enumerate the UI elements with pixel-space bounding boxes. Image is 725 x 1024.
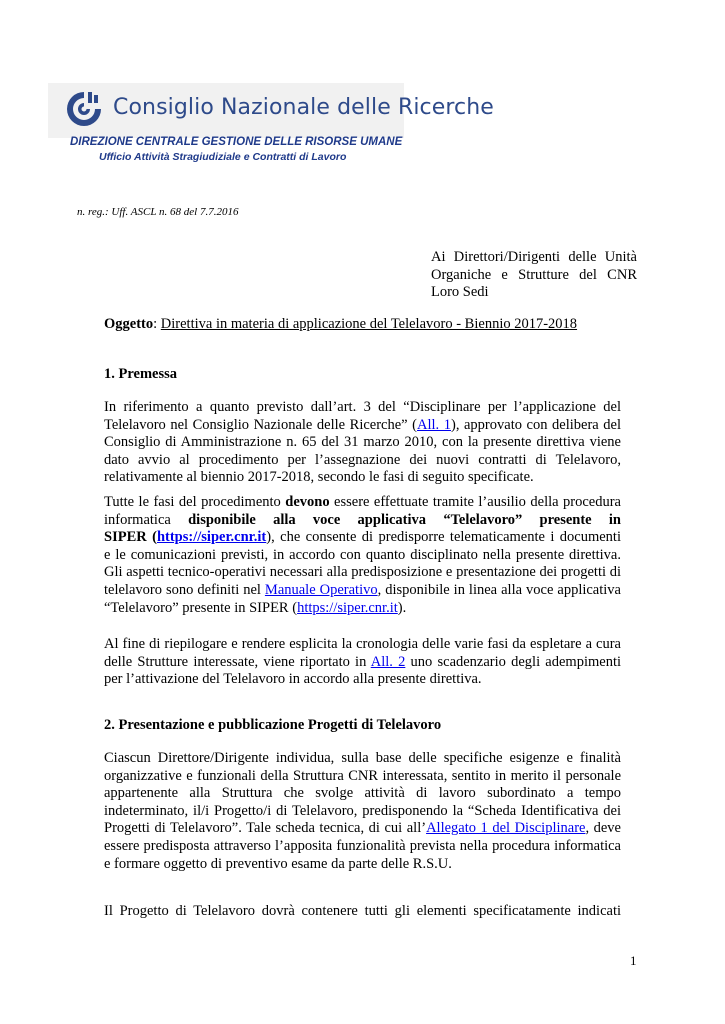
page-number: 1	[630, 953, 637, 968]
organization-name: Consiglio Nazionale delle Ricerche	[113, 95, 494, 120]
paragraph-premessa-2: Tutte le fasi del procedimento devono essere effettuate tramite l’ausilio della procedura informatica disponibile alla voce applicativa “Telelavoro” presente in SIPER (https://siper.cnr.it), che consente di predisporre telematicamente i documenti e le comunicazioni previsti, in accordo con quanto disciplinato nella presente direttiva. Gli aspetti tecnico-operativi necessari alla predisposizione e presentazione dei progetti di telelavoro sono definiti nel Manuale Operativo, disponibile in linea alla voce applicativa “Telelavoro” presente in SIPER (https://siper.cnr.it).	[104, 494, 621, 616]
addressee-line: Ai Direttori/Dirigenti delle Unità	[431, 249, 637, 265]
office-name: Ufficio Attività Stragiudiziale e Contratti di Lavoro	[99, 151, 347, 163]
registration-reference: n. reg.: Uff. ASCL n. 68 del 7.7.2016	[77, 206, 239, 218]
siper-link-2[interactable]: https://siper.cnr.it	[297, 599, 398, 616]
cnr-logo-icon	[64, 89, 104, 129]
subject-text: Direttiva in materia di applicazione del Telelavoro - Biennio 2017-2018	[160, 316, 578, 332]
section-2-heading: 2. Presentazione e pubblicazione Progetti di Telelavoro	[104, 717, 442, 733]
addressee-block	[431, 249, 637, 302]
section-1-heading: 1. Premessa	[104, 366, 178, 382]
addressee-line: Organiche e Strutture del CNR	[431, 266, 637, 283]
operating-manual-link[interactable]: Manuale Operativo	[264, 581, 378, 598]
paragraph-premessa-3: Al fine di riepilogare e rendere esplicita la cronologia delle varie fasi da espletare a cura delle Strutture interessate, viene riportato in All. 2 uno scadenzario degli adempimenti per l’attivazione del Telelavoro in accordo alla presente direttiva.	[104, 636, 621, 688]
department-name: DIREZIONE CENTRALE GESTIONE DELLE RISORSE UMANE	[70, 136, 403, 148]
addressee-line: Loro Sedi	[431, 284, 489, 300]
attachment-1-link[interactable]: All. 1	[417, 416, 451, 433]
subject-label: Oggetto	[104, 316, 154, 332]
attachment-2-link[interactable]: All. 2	[370, 653, 406, 670]
paragraph-premessa-1: In riferimento a quanto previsto dall’art. 3 del “Disciplinare per l’applicazione del Telelavoro nel Consiglio Nazionale delle Ricerche” (All. 1), approvato con delibera del Consiglio di Amministrazione n. 65 del 31 marzo 2010, con la presente direttiva viene dato avvio al procedimento per l’assegnazione dei nuovi contratti di Telelavoro, relativamente al biennio 2017-2018, secondo le fasi di seguito specificate.	[104, 399, 622, 486]
paragraph-presentazione-2: Il Progetto di Telelavoro dovrà contenere tutti gli elementi specificatamente indicati	[104, 903, 621, 919]
subject-line: Oggetto: Direttiva in materia di applicazione del Telelavoro - Biennio 2017-2018	[104, 316, 578, 332]
siper-link[interactable]: https://siper.cnr.it	[156, 529, 267, 546]
disciplinare-annex-link[interactable]: Allegato 1 del Disciplinare	[426, 820, 586, 837]
paragraph-presentazione-1: Ciascun Direttore/Dirigente individua, sulla base delle specifiche esigenze e finalità organizzative e funzionali della Struttura CNR interessata, sentito in merito il personale appartenente alla Struttura che svolge attività di lavoro subordinato a tempo indeterminato, il/i Progetto/i di Telelavoro, predisponendo la “Scheda Identificativa dei Progetti di Telelavoro”. Tale scheda tecnica, di cui all’Allegato 1 del Disciplinare, deve essere predisposta attraverso l’apposita funzionalità prevista nella procedura informatica e formare oggetto di preventivo esame da parte delle R.S.U.	[104, 750, 621, 872]
